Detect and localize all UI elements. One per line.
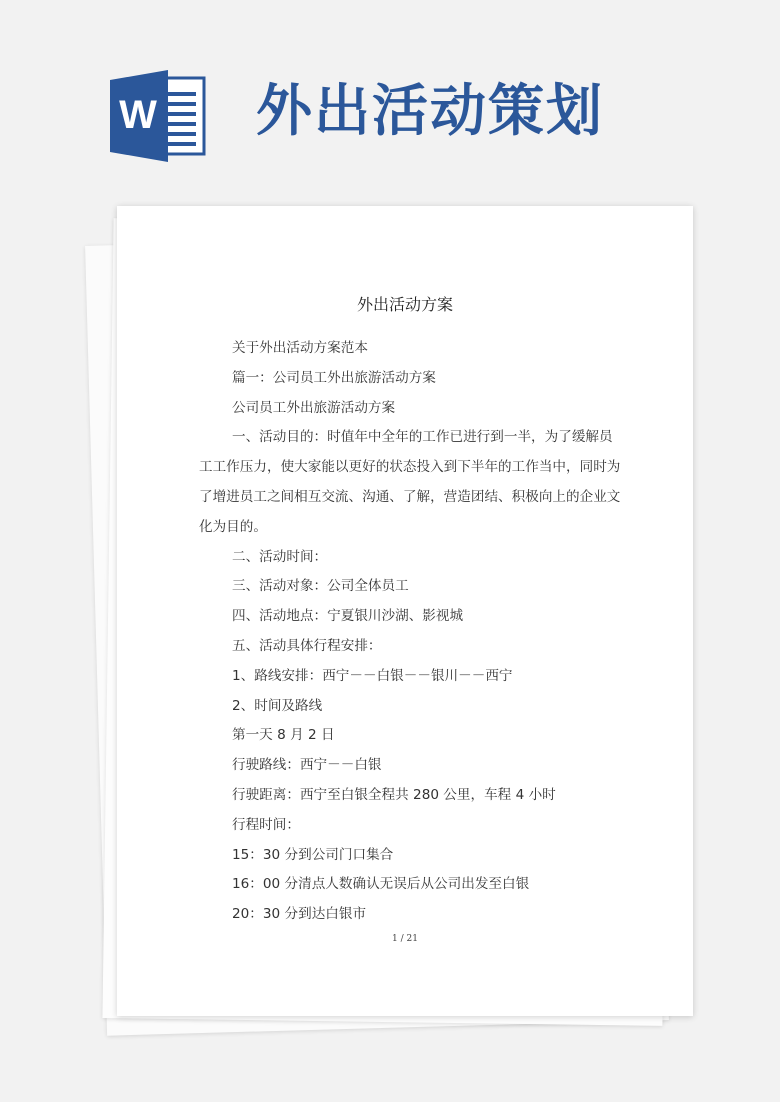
text-line: 化为目的。: [199, 518, 267, 535]
document-title: 外出活动方案: [356, 295, 453, 314]
text-line: 一、活动目的：时值年中全年的工作已进行到一半，为了缓解员: [232, 429, 613, 446]
text-line: 行驶距离：西宁至白银全程共 280 公里，车程 4 小时: [232, 786, 556, 803]
text-line: 工工作压力，使大家能以更好的状态投入到下半年的工作当中，同时为: [199, 459, 621, 476]
text-line: 1、路线安排：西宁－－白银－－银川－－西宁: [232, 667, 513, 684]
text-line: 关于外出活动方案范本: [232, 340, 368, 356]
text-line: 20：30 分到达白银市: [232, 906, 367, 923]
text-line: 了增进员工之间相互交流、沟通、了解，营造团结、积极向上的企业文: [199, 488, 621, 505]
text-line: 五、活动具体行程安排：: [232, 637, 382, 654]
text-line: 15：30 分到公司门口集合: [232, 846, 394, 863]
text-line: 三、活动对象：公司全体员工: [232, 578, 409, 595]
text-line: 第一天 8 月 2 日: [232, 727, 335, 744]
text-line: 行程时间：: [232, 816, 300, 833]
text-line: 四、活动地点：宁夏银川沙湖、影视城: [232, 608, 464, 625]
text-line: 2、时间及路线: [232, 697, 323, 714]
word-logo-letter: W: [119, 93, 157, 137]
text-line: 二、活动时间：: [232, 548, 328, 565]
text-line: 16：00 分清点人数确认无误后从公司出发至白银: [232, 876, 530, 893]
text-line: 行驶路线：西宁－－白银: [232, 757, 382, 774]
document-body: [199, 334, 621, 930]
document-page[interactable]: [117, 206, 693, 1016]
banner-title: 外出活动策划: [256, 78, 604, 144]
text-line: 公司员工外出旅游活动方案: [232, 399, 396, 416]
text-line: 篇一：公司员工外出旅游活动方案: [232, 369, 436, 386]
page-number: 1 / 21: [392, 934, 418, 944]
header-banner: [0, 0, 780, 190]
word-document-icon: [108, 68, 210, 164]
